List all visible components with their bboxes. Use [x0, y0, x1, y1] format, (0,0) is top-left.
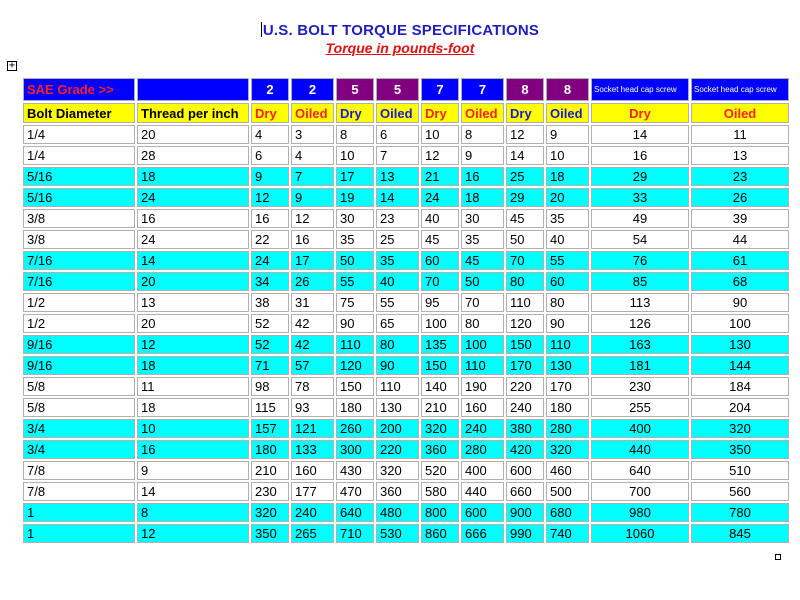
table-move-handle-icon[interactable]: +: [8, 60, 16, 71]
torque-value-cell: 23: [691, 167, 789, 186]
thread-per-inch-cell: 16: [137, 440, 249, 459]
torque-value-cell: 24: [251, 251, 289, 270]
torque-value-cell: 33: [591, 188, 689, 207]
torque-value-cell: 13: [376, 167, 419, 186]
torque-value-cell: 500: [546, 482, 589, 501]
grade-7-oiled-header: 7: [461, 78, 504, 101]
torque-value-cell: 16: [251, 209, 289, 228]
torque-value-cell: 35: [336, 230, 374, 249]
torque-value-cell: 320: [691, 419, 789, 438]
torque-value-cell: 120: [506, 314, 544, 333]
torque-value-cell: 3: [291, 125, 334, 144]
torque-value-cell: 210: [251, 461, 289, 480]
torque-value-cell: 380: [506, 419, 544, 438]
torque-value-cell: 680: [546, 503, 589, 522]
torque-table: [21, 76, 791, 545]
torque-value-cell: 400: [461, 461, 504, 480]
torque-value-cell: 430: [336, 461, 374, 480]
torque-value-cell: 7: [291, 167, 334, 186]
torque-value-cell: 14: [506, 146, 544, 165]
torque-value-cell: 710: [336, 524, 374, 543]
column-header-row: [23, 103, 789, 123]
torque-value-cell: 93: [291, 398, 334, 417]
torque-value-cell: 600: [506, 461, 544, 480]
page-title-text: U.S. BOLT TORQUE SPECIFICATIONS: [262, 22, 540, 39]
torque-value-cell: 180: [546, 398, 589, 417]
torque-value-cell: 14: [376, 188, 419, 207]
torque-value-cell: 57: [291, 356, 334, 375]
torque-value-cell: 16: [291, 230, 334, 249]
torque-value-cell: 26: [691, 188, 789, 207]
table-row: [23, 209, 789, 228]
torque-value-cell: 55: [336, 272, 374, 291]
torque-value-cell: 400: [591, 419, 689, 438]
torque-value-cell: 666: [461, 524, 504, 543]
thread-per-inch-cell: 18: [137, 356, 249, 375]
torque-value-cell: 8: [336, 125, 374, 144]
table-resize-handle-icon[interactable]: [775, 554, 781, 560]
torque-value-cell: 160: [291, 461, 334, 480]
torque-table-body: [23, 78, 789, 543]
torque-value-cell: 23: [376, 209, 419, 228]
torque-value-cell: 640: [336, 503, 374, 522]
torque-value-cell: 17: [291, 251, 334, 270]
torque-value-cell: 140: [421, 377, 459, 396]
bolt-diameter-cell: 7/8: [23, 461, 135, 480]
bolt-diameter-cell: 5/16: [23, 167, 135, 186]
torque-value-cell: 13: [691, 146, 789, 165]
torque-value-cell: 640: [591, 461, 689, 480]
torque-value-cell: 22: [251, 230, 289, 249]
torque-value-cell: 121: [291, 419, 334, 438]
torque-value-cell: 280: [461, 440, 504, 459]
thread-per-inch-cell: 12: [137, 524, 249, 543]
torque-value-cell: 181: [591, 356, 689, 375]
dry-header: Dry: [591, 103, 689, 123]
bolt-diameter-cell: 9/16: [23, 356, 135, 375]
torque-value-cell: 42: [291, 314, 334, 333]
grade-8-oiled-header: 8: [546, 78, 589, 101]
torque-value-cell: 90: [691, 293, 789, 312]
dry-header: Dry: [506, 103, 544, 123]
thread-per-inch-cell: 18: [137, 167, 249, 186]
torque-value-cell: 990: [506, 524, 544, 543]
bolt-diameter-cell: 1: [23, 524, 135, 543]
thread-per-inch-cell: 24: [137, 230, 249, 249]
torque-value-cell: 60: [546, 272, 589, 291]
torque-value-cell: 26: [291, 272, 334, 291]
dry-header: Dry: [336, 103, 374, 123]
grade-2-oiled-header: 2: [291, 78, 334, 101]
torque-value-cell: 70: [461, 293, 504, 312]
torque-value-cell: 85: [591, 272, 689, 291]
torque-value-cell: 177: [291, 482, 334, 501]
torque-value-cell: 460: [546, 461, 589, 480]
torque-value-cell: 7: [376, 146, 419, 165]
bolt-diameter-cell: 1: [23, 503, 135, 522]
thread-per-inch-cell: 20: [137, 125, 249, 144]
torque-value-cell: 20: [546, 188, 589, 207]
torque-value-cell: 113: [591, 293, 689, 312]
torque-value-cell: 420: [506, 440, 544, 459]
torque-value-cell: 44: [691, 230, 789, 249]
torque-value-cell: 98: [251, 377, 289, 396]
torque-value-cell: 24: [421, 188, 459, 207]
torque-value-cell: 110: [546, 335, 589, 354]
torque-value-cell: 45: [461, 251, 504, 270]
torque-value-cell: 12: [291, 209, 334, 228]
torque-value-cell: 25: [506, 167, 544, 186]
torque-value-cell: 45: [421, 230, 459, 249]
thread-per-inch-cell: 10: [137, 419, 249, 438]
thread-per-inch-cell: 28: [137, 146, 249, 165]
torque-value-cell: 980: [591, 503, 689, 522]
bolt-diameter-cell: 5/8: [23, 377, 135, 396]
bolt-diameter-cell: 7/16: [23, 251, 135, 270]
socket-head-dry-header: Socket head cap screw: [591, 78, 689, 101]
torque-value-cell: 255: [591, 398, 689, 417]
table-row: [23, 293, 789, 312]
bolt-diameter-cell: 3/4: [23, 440, 135, 459]
torque-value-cell: 90: [376, 356, 419, 375]
table-row: [23, 146, 789, 165]
bolt-diameter-cell: 3/8: [23, 209, 135, 228]
thread-per-inch-cell: 20: [137, 272, 249, 291]
torque-value-cell: 9: [461, 146, 504, 165]
torque-value-cell: 40: [546, 230, 589, 249]
torque-value-cell: 45: [506, 209, 544, 228]
torque-value-cell: 240: [461, 419, 504, 438]
page-title: [0, 22, 800, 39]
grade-2-dry-header: 2: [251, 78, 289, 101]
bolt-diameter-cell: 9/16: [23, 335, 135, 354]
torque-value-cell: 320: [421, 419, 459, 438]
torque-value-cell: 42: [291, 335, 334, 354]
table-row: [23, 335, 789, 354]
torque-value-cell: 135: [421, 335, 459, 354]
table-row: [23, 188, 789, 207]
torque-value-cell: 100: [691, 314, 789, 333]
torque-value-cell: 50: [506, 230, 544, 249]
torque-value-cell: 130: [546, 356, 589, 375]
table-row: [23, 125, 789, 144]
bolt-diameter-cell: 1/4: [23, 146, 135, 165]
torque-value-cell: 52: [251, 314, 289, 333]
bolt-diameter-header: Bolt Diameter: [23, 103, 135, 123]
torque-value-cell: 130: [376, 398, 419, 417]
torque-value-cell: 90: [336, 314, 374, 333]
bolt-diameter-cell: 1/2: [23, 293, 135, 312]
dry-header: Dry: [251, 103, 289, 123]
torque-value-cell: 190: [461, 377, 504, 396]
torque-value-cell: 12: [506, 125, 544, 144]
torque-value-cell: 740: [546, 524, 589, 543]
torque-value-cell: 560: [691, 482, 789, 501]
torque-value-cell: 6: [251, 146, 289, 165]
torque-value-cell: 120: [336, 356, 374, 375]
torque-value-cell: 700: [591, 482, 689, 501]
torque-value-cell: 360: [421, 440, 459, 459]
torque-value-cell: 4: [291, 146, 334, 165]
torque-value-cell: 55: [546, 251, 589, 270]
oiled-header: Oiled: [291, 103, 334, 123]
torque-value-cell: 360: [376, 482, 419, 501]
table-row: [23, 440, 789, 459]
table-row: [23, 314, 789, 333]
torque-value-cell: 16: [461, 167, 504, 186]
torque-value-cell: 220: [376, 440, 419, 459]
torque-value-cell: 200: [376, 419, 419, 438]
grade-8-dry-header: 8: [506, 78, 544, 101]
table-row: [23, 230, 789, 249]
torque-value-cell: 600: [461, 503, 504, 522]
torque-value-cell: 76: [591, 251, 689, 270]
torque-value-cell: 220: [506, 377, 544, 396]
grade-7-dry-header: 7: [421, 78, 459, 101]
torque-value-cell: 50: [336, 251, 374, 270]
table-row: [23, 524, 789, 543]
table-row: [23, 419, 789, 438]
header-blank-cell: [137, 78, 249, 101]
torque-value-cell: 11: [691, 125, 789, 144]
oiled-header: Oiled: [376, 103, 419, 123]
torque-value-cell: 52: [251, 335, 289, 354]
torque-value-cell: 19: [336, 188, 374, 207]
torque-value-cell: 115: [251, 398, 289, 417]
torque-value-cell: 660: [506, 482, 544, 501]
torque-value-cell: 144: [691, 356, 789, 375]
torque-value-cell: 6: [376, 125, 419, 144]
torque-value-cell: 900: [506, 503, 544, 522]
torque-value-cell: 61: [691, 251, 789, 270]
torque-value-cell: 80: [546, 293, 589, 312]
torque-value-cell: 39: [691, 209, 789, 228]
thread-per-inch-cell: 12: [137, 335, 249, 354]
torque-value-cell: 230: [591, 377, 689, 396]
table-row: [23, 167, 789, 186]
torque-value-cell: 30: [336, 209, 374, 228]
torque-value-cell: 150: [506, 335, 544, 354]
torque-value-cell: 480: [376, 503, 419, 522]
torque-value-cell: 17: [336, 167, 374, 186]
torque-value-cell: 40: [376, 272, 419, 291]
torque-value-cell: 38: [251, 293, 289, 312]
bolt-diameter-cell: 3/4: [23, 419, 135, 438]
torque-value-cell: 29: [591, 167, 689, 186]
torque-value-cell: 29: [506, 188, 544, 207]
document-header: [0, 22, 800, 57]
torque-value-cell: 8: [461, 125, 504, 144]
torque-value-cell: 320: [376, 461, 419, 480]
torque-value-cell: 100: [461, 335, 504, 354]
torque-value-cell: 70: [506, 251, 544, 270]
table-row: [23, 482, 789, 501]
torque-value-cell: 25: [376, 230, 419, 249]
torque-value-cell: 180: [251, 440, 289, 459]
oiled-header: Oiled: [691, 103, 789, 123]
thread-per-inch-cell: 13: [137, 293, 249, 312]
thread-per-inch-cell: 11: [137, 377, 249, 396]
torque-value-cell: 4: [251, 125, 289, 144]
torque-value-cell: 204: [691, 398, 789, 417]
bolt-diameter-cell: 7/8: [23, 482, 135, 501]
thread-per-inch-header: Thread per inch: [137, 103, 249, 123]
torque-value-cell: 14: [591, 125, 689, 144]
oiled-header: Oiled: [461, 103, 504, 123]
table-row: [23, 398, 789, 417]
torque-value-cell: 320: [546, 440, 589, 459]
torque-value-cell: 95: [421, 293, 459, 312]
dry-header: Dry: [421, 103, 459, 123]
torque-value-cell: 110: [336, 335, 374, 354]
torque-value-cell: 9: [291, 188, 334, 207]
torque-value-cell: 9: [251, 167, 289, 186]
bolt-diameter-cell: 1/4: [23, 125, 135, 144]
socket-head-oiled-header: Socket head cap screw: [691, 78, 789, 101]
torque-value-cell: 110: [506, 293, 544, 312]
torque-value-cell: 133: [291, 440, 334, 459]
torque-value-cell: 54: [591, 230, 689, 249]
torque-value-cell: 320: [251, 503, 289, 522]
torque-value-cell: 510: [691, 461, 789, 480]
torque-value-cell: 163: [591, 335, 689, 354]
torque-value-cell: 860: [421, 524, 459, 543]
torque-value-cell: 110: [461, 356, 504, 375]
torque-value-cell: 16: [591, 146, 689, 165]
torque-value-cell: 10: [336, 146, 374, 165]
text-cursor: [261, 22, 262, 37]
table-row: [23, 272, 789, 291]
bolt-diameter-cell: 1/2: [23, 314, 135, 333]
thread-per-inch-cell: 24: [137, 188, 249, 207]
torque-value-cell: 184: [691, 377, 789, 396]
torque-value-cell: 1060: [591, 524, 689, 543]
table-row: [23, 377, 789, 396]
table-row: [23, 356, 789, 375]
torque-value-cell: 530: [376, 524, 419, 543]
torque-value-cell: 845: [691, 524, 789, 543]
torque-value-cell: 440: [591, 440, 689, 459]
grade-5-oiled-header: 5: [376, 78, 419, 101]
torque-value-cell: 780: [691, 503, 789, 522]
torque-value-cell: 300: [336, 440, 374, 459]
torque-value-cell: 35: [546, 209, 589, 228]
grade-5-dry-header: 5: [336, 78, 374, 101]
thread-per-inch-cell: 8: [137, 503, 249, 522]
torque-value-cell: 580: [421, 482, 459, 501]
torque-value-cell: 90: [546, 314, 589, 333]
bolt-diameter-cell: 3/8: [23, 230, 135, 249]
torque-value-cell: 18: [546, 167, 589, 186]
torque-value-cell: 520: [421, 461, 459, 480]
sae-grade-label: SAE Grade >>: [23, 78, 135, 101]
torque-value-cell: 30: [461, 209, 504, 228]
torque-value-cell: 49: [591, 209, 689, 228]
torque-value-cell: 240: [291, 503, 334, 522]
torque-value-cell: 34: [251, 272, 289, 291]
torque-value-cell: 157: [251, 419, 289, 438]
torque-value-cell: 350: [691, 440, 789, 459]
bolt-diameter-cell: 5/8: [23, 398, 135, 417]
torque-value-cell: 210: [421, 398, 459, 417]
torque-value-cell: 470: [336, 482, 374, 501]
torque-value-cell: 280: [546, 419, 589, 438]
torque-value-cell: 50: [461, 272, 504, 291]
torque-value-cell: 150: [336, 377, 374, 396]
torque-value-cell: 170: [546, 377, 589, 396]
torque-value-cell: 260: [336, 419, 374, 438]
torque-value-cell: 150: [421, 356, 459, 375]
torque-value-cell: 180: [336, 398, 374, 417]
torque-value-cell: 68: [691, 272, 789, 291]
torque-value-cell: 75: [336, 293, 374, 312]
oiled-header: Oiled: [546, 103, 589, 123]
torque-value-cell: 71: [251, 356, 289, 375]
bolt-diameter-cell: 7/16: [23, 272, 135, 291]
torque-value-cell: 80: [461, 314, 504, 333]
torque-value-cell: 440: [461, 482, 504, 501]
torque-value-cell: 78: [291, 377, 334, 396]
torque-value-cell: 240: [506, 398, 544, 417]
torque-value-cell: 70: [421, 272, 459, 291]
torque-value-cell: 126: [591, 314, 689, 333]
torque-value-cell: 80: [506, 272, 544, 291]
torque-value-cell: 18: [461, 188, 504, 207]
torque-value-cell: 800: [421, 503, 459, 522]
thread-per-inch-cell: 20: [137, 314, 249, 333]
page-subtitle: Torque in pounds-foot: [325, 40, 475, 56]
torque-value-cell: 10: [546, 146, 589, 165]
torque-value-cell: 80: [376, 335, 419, 354]
torque-value-cell: 230: [251, 482, 289, 501]
torque-value-cell: 10: [421, 125, 459, 144]
torque-value-cell: 35: [461, 230, 504, 249]
table-row: [23, 251, 789, 270]
grade-header-row: [23, 78, 789, 101]
torque-value-cell: 65: [376, 314, 419, 333]
thread-per-inch-cell: 18: [137, 398, 249, 417]
table-row: [23, 503, 789, 522]
torque-value-cell: 170: [506, 356, 544, 375]
thread-per-inch-cell: 9: [137, 461, 249, 480]
torque-value-cell: 110: [376, 377, 419, 396]
torque-value-cell: 31: [291, 293, 334, 312]
torque-value-cell: 350: [251, 524, 289, 543]
torque-value-cell: 35: [376, 251, 419, 270]
torque-value-cell: 12: [251, 188, 289, 207]
thread-per-inch-cell: 14: [137, 251, 249, 270]
thread-per-inch-cell: 16: [137, 209, 249, 228]
torque-value-cell: 60: [421, 251, 459, 270]
thread-per-inch-cell: 14: [137, 482, 249, 501]
torque-value-cell: 40: [421, 209, 459, 228]
torque-value-cell: 265: [291, 524, 334, 543]
torque-value-cell: 100: [421, 314, 459, 333]
bolt-diameter-cell: 5/16: [23, 188, 135, 207]
torque-value-cell: 12: [421, 146, 459, 165]
torque-value-cell: 9: [546, 125, 589, 144]
torque-value-cell: 130: [691, 335, 789, 354]
torque-value-cell: 160: [461, 398, 504, 417]
torque-value-cell: 55: [376, 293, 419, 312]
torque-value-cell: 21: [421, 167, 459, 186]
table-row: [23, 461, 789, 480]
